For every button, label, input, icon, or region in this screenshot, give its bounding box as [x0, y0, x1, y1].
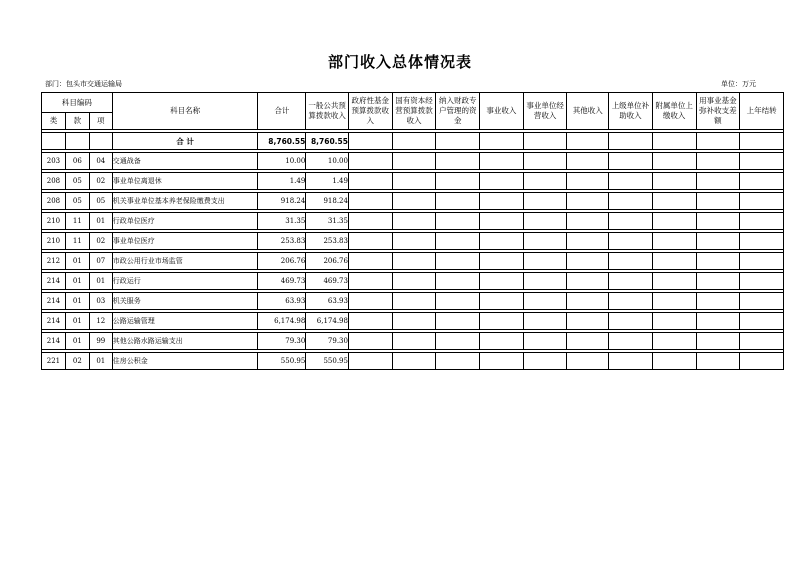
header-subject-name: 科目名称: [112, 93, 258, 130]
row-empty-cell: [740, 293, 784, 310]
row-empty-cell: [696, 253, 740, 270]
row-empty-cell: [567, 253, 609, 270]
row-general-budget: 31.35: [306, 213, 349, 230]
row-subject-name: 交通战备: [112, 153, 258, 170]
table-row: [42, 233, 784, 250]
row-empty-cell: [652, 213, 696, 230]
row-empty-cell: [740, 273, 784, 290]
table-row: [42, 193, 784, 210]
row-empty-cell: [567, 333, 609, 350]
page-title: 部门收入总体情况表: [327, 53, 472, 71]
row-empty-cell: [436, 233, 480, 250]
row-kuan: 01: [65, 253, 89, 270]
header-operating-income: 事业单位经营收入: [523, 93, 567, 130]
row-empty-cell: [480, 253, 524, 270]
row-subject-name: 机关事业单位基本养老保险缴费支出: [112, 193, 258, 210]
row-empty-cell: [609, 193, 653, 210]
row-empty-cell: [392, 273, 436, 290]
row-empty-cell: [567, 273, 609, 290]
row-empty-cell: [567, 313, 609, 330]
row-empty-cell: [480, 213, 524, 230]
row-empty-cell: [740, 333, 784, 350]
row-empty-cell: [348, 293, 392, 310]
row-empty-cell: [523, 233, 567, 250]
total-label: 合 计: [112, 133, 258, 150]
row-empty-cell: [523, 293, 567, 310]
row-empty-cell: [652, 353, 696, 370]
row-empty-cell: [696, 313, 740, 330]
unit-label: 单位：万元: [721, 80, 756, 88]
row-empty-cell: [567, 293, 609, 310]
row-empty-cell: [348, 333, 392, 350]
row-empty-cell: [740, 253, 784, 270]
row-empty-cell: [348, 313, 392, 330]
row-empty-cell: [348, 353, 392, 370]
row-empty-cell: [652, 193, 696, 210]
department-label: 部门：包头市交通运输局: [45, 80, 122, 88]
row-empty-cell: [480, 313, 524, 330]
row-general-budget: 10.00: [306, 153, 349, 170]
row-xiang: 05: [89, 193, 112, 210]
row-total: 31.35: [258, 213, 306, 230]
row-subject-name: 其他公路水路运输支出: [112, 333, 258, 350]
row-empty-cell: [480, 293, 524, 310]
row-general-budget: 63.93: [306, 293, 349, 310]
row-empty-cell: [523, 213, 567, 230]
row-empty-cell: [652, 333, 696, 350]
table-row: [42, 213, 784, 230]
row-empty-cell: [740, 353, 784, 370]
row-lei: 203: [42, 153, 66, 170]
row-empty-cell: [480, 173, 524, 190]
row-empty-cell: [523, 273, 567, 290]
row-empty-cell: [740, 233, 784, 250]
row-empty-cell: [348, 273, 392, 290]
row-general-budget: 6,174.98: [306, 313, 349, 330]
row-empty-cell: [392, 313, 436, 330]
row-empty-cell: [348, 253, 392, 270]
row-kuan: 05: [65, 173, 89, 190]
row-kuan: 11: [65, 213, 89, 230]
row-kuan: 01: [65, 333, 89, 350]
header-general-budget: 一般公共预算拨款收入: [306, 93, 349, 130]
row-empty-cell: [392, 233, 436, 250]
row-empty-cell: [609, 293, 653, 310]
header-subordinate-turnover: 附属单位上缴收入: [652, 93, 696, 130]
row-subject-name: 事业单位医疗: [112, 233, 258, 250]
row-empty-cell: [652, 313, 696, 330]
row-empty-cell: [480, 333, 524, 350]
row-xiang: 07: [89, 253, 112, 270]
row-lei: 208: [42, 193, 66, 210]
table-row: [42, 293, 784, 310]
row-empty-cell: [523, 333, 567, 350]
row-empty-cell: [436, 293, 480, 310]
header-gov-fund: 政府性基金预算拨款收入: [348, 93, 392, 130]
row-xiang: 01: [89, 213, 112, 230]
header-state-capital: 国有资本经营预算拨款收入: [392, 93, 436, 130]
table-row: [42, 153, 784, 170]
row-kuan: 01: [65, 293, 89, 310]
row-general-budget: 550.95: [306, 353, 349, 370]
row-empty-cell: [696, 233, 740, 250]
table-row: [42, 353, 784, 370]
row-empty-cell: [523, 153, 567, 170]
row-total: 1.49: [258, 173, 306, 190]
header-business-income: 事业收入: [480, 93, 524, 130]
row-empty-cell: [696, 333, 740, 350]
row-empty-cell: [436, 173, 480, 190]
row-xiang: 04: [89, 153, 112, 170]
total-amount: 8,760.55: [258, 133, 306, 150]
row-empty-cell: [436, 353, 480, 370]
row-empty-cell: [696, 273, 740, 290]
row-empty-cell: [652, 273, 696, 290]
income-table: [41, 92, 784, 370]
row-empty-cell: [567, 233, 609, 250]
header-total: 合计: [258, 93, 306, 130]
row-general-budget: 253.83: [306, 233, 349, 250]
row-empty-cell: [567, 173, 609, 190]
row-empty-cell: [392, 253, 436, 270]
row-xiang: 12: [89, 313, 112, 330]
row-empty-cell: [652, 233, 696, 250]
row-lei: 214: [42, 273, 66, 290]
row-total: 79.30: [258, 333, 306, 350]
row-empty-cell: [740, 193, 784, 210]
row-kuan: 01: [65, 273, 89, 290]
row-empty-cell: [436, 273, 480, 290]
row-empty-cell: [609, 353, 653, 370]
header-xiang: 项: [89, 113, 112, 130]
row-empty-cell: [392, 153, 436, 170]
row-lei: 214: [42, 333, 66, 350]
row-total: 6,174.98: [258, 313, 306, 330]
row-total: 253.83: [258, 233, 306, 250]
row-kuan: 02: [65, 353, 89, 370]
row-general-budget: 206.76: [306, 253, 349, 270]
row-kuan: 05: [65, 193, 89, 210]
row-empty-cell: [609, 253, 653, 270]
row-empty-cell: [609, 213, 653, 230]
row-empty-cell: [523, 313, 567, 330]
row-empty-cell: [480, 233, 524, 250]
row-total: 63.93: [258, 293, 306, 310]
row-general-budget: 79.30: [306, 333, 349, 350]
row-empty-cell: [740, 313, 784, 330]
header-carryover: 上年结转: [740, 93, 784, 130]
row-empty-cell: [523, 173, 567, 190]
header-fiscal-special: 纳入财政专户管理的资金: [436, 93, 480, 130]
row-empty-cell: [696, 213, 740, 230]
row-general-budget: 469.73: [306, 273, 349, 290]
row-lei: 210: [42, 213, 66, 230]
row-empty-cell: [436, 153, 480, 170]
header-superior-subsidy: 上级单位补助收入: [609, 93, 653, 130]
row-subject-name: 事业单位离退休: [112, 173, 258, 190]
row-empty-cell: [696, 353, 740, 370]
header-subject-code: 科目编码: [42, 93, 113, 113]
row-empty-cell: [696, 293, 740, 310]
row-empty-cell: [523, 253, 567, 270]
row-lei: 214: [42, 313, 66, 330]
row-empty-cell: [436, 333, 480, 350]
row-lei: 208: [42, 173, 66, 190]
row-empty-cell: [436, 253, 480, 270]
row-kuan: 01: [65, 313, 89, 330]
row-subject-name: 机关服务: [112, 293, 258, 310]
row-empty-cell: [480, 353, 524, 370]
row-empty-cell: [480, 193, 524, 210]
row-empty-cell: [523, 353, 567, 370]
row-xiang: 02: [89, 233, 112, 250]
row-empty-cell: [567, 193, 609, 210]
row-empty-cell: [392, 213, 436, 230]
row-kuan: 11: [65, 233, 89, 250]
row-xiang: 01: [89, 353, 112, 370]
row-empty-cell: [348, 233, 392, 250]
row-empty-cell: [436, 193, 480, 210]
row-empty-cell: [696, 173, 740, 190]
row-empty-cell: [609, 273, 653, 290]
row-empty-cell: [392, 193, 436, 210]
row-empty-cell: [392, 173, 436, 190]
row-subject-name: 公路运输管理: [112, 313, 258, 330]
header-other-income: 其他收入: [567, 93, 609, 130]
row-empty-cell: [740, 173, 784, 190]
row-kuan: 06: [65, 153, 89, 170]
row-total: 918.24: [258, 193, 306, 210]
row-empty-cell: [696, 193, 740, 210]
row-empty-cell: [609, 173, 653, 190]
header-fund-offset: 用事业基金弥补收支差额: [696, 93, 740, 130]
row-empty-cell: [609, 233, 653, 250]
row-empty-cell: [652, 173, 696, 190]
row-subject-name: 行政单位医疗: [112, 213, 258, 230]
table-row: [42, 253, 784, 270]
row-empty-cell: [392, 293, 436, 310]
row-xiang: 99: [89, 333, 112, 350]
row-empty-cell: [348, 153, 392, 170]
row-empty-cell: [652, 153, 696, 170]
row-empty-cell: [480, 273, 524, 290]
row-empty-cell: [740, 213, 784, 230]
row-empty-cell: [567, 153, 609, 170]
row-empty-cell: [696, 153, 740, 170]
row-empty-cell: [392, 333, 436, 350]
row-empty-cell: [348, 213, 392, 230]
row-empty-cell: [567, 353, 609, 370]
row-total: 10.00: [258, 153, 306, 170]
total-general-budget: 8,760.55: [306, 133, 349, 150]
row-total: 206.76: [258, 253, 306, 270]
row-empty-cell: [652, 253, 696, 270]
row-empty-cell: [652, 293, 696, 310]
table-row: [42, 273, 784, 290]
row-lei: 221: [42, 353, 66, 370]
row-general-budget: 918.24: [306, 193, 349, 210]
table-row: [42, 313, 784, 330]
row-empty-cell: [609, 153, 653, 170]
row-subject-name: 市政公用行业市场监管: [112, 253, 258, 270]
row-empty-cell: [609, 333, 653, 350]
header-lei: 类: [42, 113, 66, 130]
row-lei: 212: [42, 253, 66, 270]
row-empty-cell: [436, 313, 480, 330]
table-row: [42, 333, 784, 350]
row-lei: 210: [42, 233, 66, 250]
row-general-budget: 1.49: [306, 173, 349, 190]
row-empty-cell: [740, 153, 784, 170]
row-xiang: 02: [89, 173, 112, 190]
row-empty-cell: [523, 193, 567, 210]
row-empty-cell: [436, 213, 480, 230]
row-empty-cell: [609, 313, 653, 330]
row-empty-cell: [480, 153, 524, 170]
row-subject-name: 住房公积金: [112, 353, 258, 370]
row-empty-cell: [392, 353, 436, 370]
row-total: 550.95: [258, 353, 306, 370]
row-empty-cell: [348, 193, 392, 210]
row-empty-cell: [348, 173, 392, 190]
row-lei: 214: [42, 293, 66, 310]
header-kuan: 款: [65, 113, 89, 130]
row-subject-name: 行政运行: [112, 273, 258, 290]
table-row: [42, 173, 784, 190]
row-total: 469.73: [258, 273, 306, 290]
row-xiang: 03: [89, 293, 112, 310]
total-row: [42, 133, 784, 150]
row-xiang: 01: [89, 273, 112, 290]
row-empty-cell: [567, 213, 609, 230]
